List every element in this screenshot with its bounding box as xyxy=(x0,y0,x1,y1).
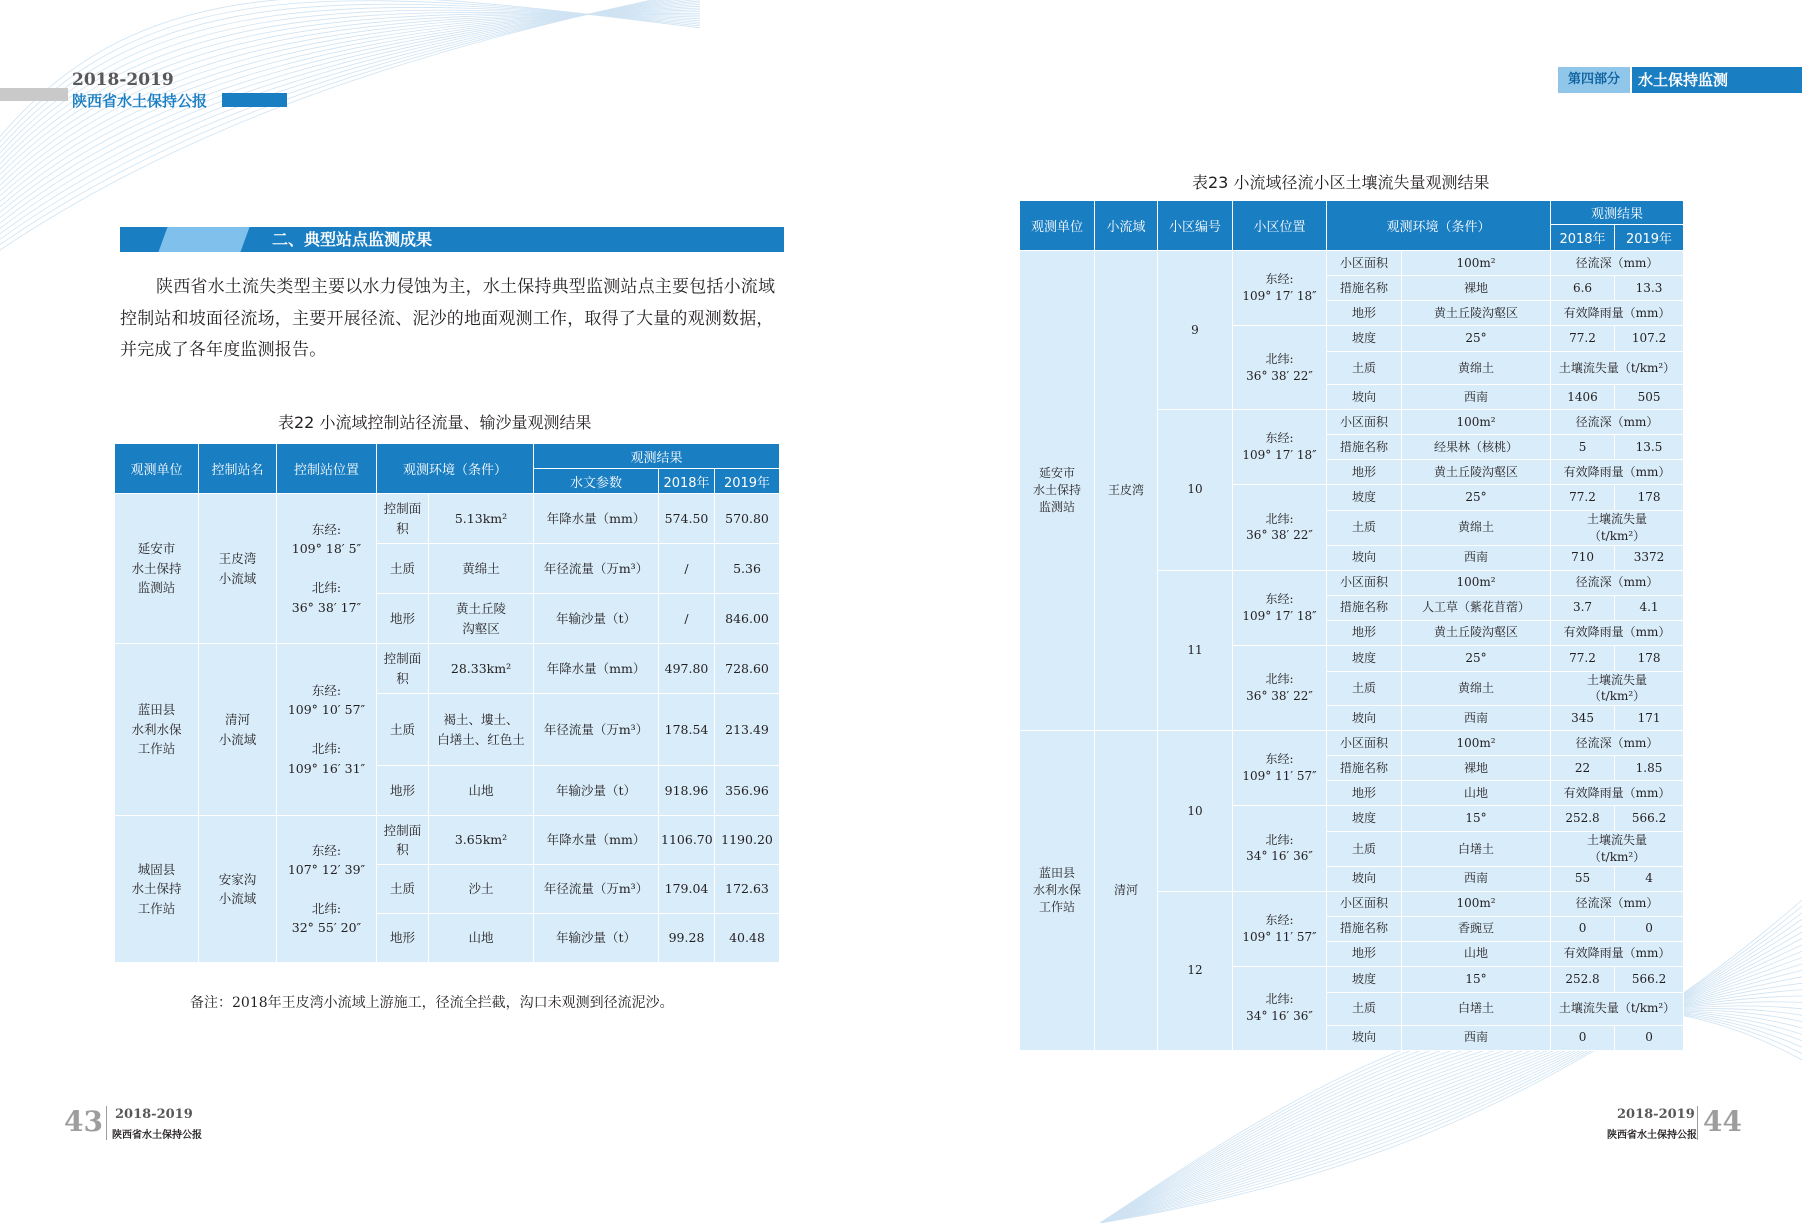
env-label: 地形 xyxy=(1327,941,1402,966)
value-2019: 178 xyxy=(1615,485,1684,511)
env-value: 黄土丘陵沟壑区 xyxy=(1402,460,1551,485)
t23-header-results: 观测结果 xyxy=(1551,201,1684,225)
t22-header-results: 观测结果 xyxy=(534,444,780,469)
env-value: 西南 xyxy=(1402,385,1551,410)
env-label: 土质 xyxy=(1327,352,1402,385)
result-metric: 有效降雨量（mm） xyxy=(1551,301,1684,326)
value-2019: 1.85 xyxy=(1615,756,1684,781)
env-label: 土质 xyxy=(377,865,429,914)
env-label: 措施名称 xyxy=(1327,276,1402,301)
station-location: 东经: 109° 10′ 57″ 北纬: 109° 16′ 31″ xyxy=(277,644,377,816)
value-2018: 345 xyxy=(1551,706,1615,731)
hydro-param: 年径流量（万m³） xyxy=(534,694,659,766)
value-2018: 252.8 xyxy=(1551,806,1615,832)
plot-number: 10 xyxy=(1158,410,1233,571)
plot-number: 9 xyxy=(1158,251,1233,410)
env-value: 褐土、塿土、 白墡土、红色土 xyxy=(429,694,534,766)
value-2019: 107.2 xyxy=(1615,326,1684,352)
value-2019: 1190.20 xyxy=(715,816,780,865)
observation-unit: 蓝田县 水利水保 工作站 xyxy=(1020,731,1095,1051)
t22-header-2019: 2019年 xyxy=(715,469,780,494)
wave-line xyxy=(0,0,700,234)
env-value: 25° xyxy=(1402,485,1551,511)
value-2018: / xyxy=(659,594,715,644)
env-label: 土质 xyxy=(377,544,429,594)
env-label: 坡向 xyxy=(1327,545,1402,570)
env-value: 沙土 xyxy=(429,865,534,914)
env-label: 措施名称 xyxy=(1327,435,1402,460)
plot-latitude: 北纬: 34° 16′ 36″ xyxy=(1233,806,1327,892)
value-2018: 77.2 xyxy=(1551,645,1615,671)
result-metric: 土壤流失量 （t/km²） xyxy=(1551,832,1684,867)
env-value: 山地 xyxy=(429,914,534,963)
part-label: 第四部分 xyxy=(1558,67,1630,93)
header-year: 2018-2019 xyxy=(72,70,174,90)
value-2018: 5 xyxy=(1551,435,1615,460)
env-value: 黄绵土 xyxy=(1402,671,1551,706)
value-2018: 178.54 xyxy=(659,694,715,766)
t22-header-env: 观测环境（条件） xyxy=(377,444,534,494)
env-label: 坡向 xyxy=(1327,1025,1402,1050)
wave-line xyxy=(0,0,700,245)
left-footer-title: 陕西省水土保持公报 xyxy=(112,1130,202,1141)
value-2019: 0 xyxy=(1615,916,1684,941)
env-label: 土质 xyxy=(1327,832,1402,867)
env-label: 土质 xyxy=(377,694,429,766)
env-label: 小区面积 xyxy=(1327,891,1402,916)
env-label: 土质 xyxy=(1327,992,1402,1025)
plot-latitude: 北纬: 34° 16′ 36″ xyxy=(1233,966,1327,1050)
result-metric: 径流深（mm） xyxy=(1551,891,1684,916)
env-value: 25° xyxy=(1402,645,1551,671)
table22-caption: 表22 小流域控制站径流量、输沙量观测结果 xyxy=(278,413,592,432)
plot-number: 12 xyxy=(1158,891,1233,1050)
result-metric: 有效降雨量（mm） xyxy=(1551,460,1684,485)
t22-header-station: 控制站名 xyxy=(199,444,277,494)
t23-header-2019: 2019年 xyxy=(1615,225,1684,251)
env-value: 100m² xyxy=(1402,570,1551,595)
section-heading-accent xyxy=(158,227,249,252)
value-2019: 13.3 xyxy=(1615,276,1684,301)
header-grey-bar xyxy=(0,88,68,101)
env-value: 100m² xyxy=(1402,891,1551,916)
right-footer-year: 2018-2019 xyxy=(1617,1107,1695,1122)
env-label: 坡度 xyxy=(1327,645,1402,671)
table-row xyxy=(115,816,780,865)
env-value: 裸地 xyxy=(1402,276,1551,301)
value-2019: 4 xyxy=(1615,866,1684,891)
value-2019: 5.36 xyxy=(715,544,780,594)
env-label: 地形 xyxy=(1327,301,1402,326)
env-label: 地形 xyxy=(1327,620,1402,645)
part-title: 水土保持监测 xyxy=(1632,67,1802,93)
station-name: 王皮湾 小流域 xyxy=(199,494,277,644)
result-metric: 土壤流失量 （t/km²） xyxy=(1551,511,1684,546)
env-value: 西南 xyxy=(1402,866,1551,891)
env-value: 黄土丘陵沟壑区 xyxy=(1402,301,1551,326)
table23 xyxy=(1019,200,1684,1051)
env-label: 坡度 xyxy=(1327,485,1402,511)
observation-unit: 城固县 水土保持 工作站 xyxy=(115,816,199,963)
env-value: 100m² xyxy=(1402,731,1551,756)
env-value: 黄绵土 xyxy=(1402,352,1551,385)
env-value: 15° xyxy=(1402,806,1551,832)
value-2019: 356.96 xyxy=(715,766,780,816)
result-metric: 径流深（mm） xyxy=(1551,731,1684,756)
section-title: 二、典型站点监测成果 xyxy=(272,230,433,249)
table22 xyxy=(114,443,780,963)
value-2019: 728.60 xyxy=(715,644,780,694)
env-label: 小区面积 xyxy=(1327,251,1402,276)
table-row xyxy=(1020,251,1684,276)
right-page-number: 44 xyxy=(1703,1105,1742,1138)
plot-longitude: 东经: 109° 11′ 57″ xyxy=(1233,731,1327,806)
right-footer-rule xyxy=(1697,1106,1698,1140)
t23-header-plot-no: 小区编号 xyxy=(1158,201,1233,251)
result-metric: 土壤流失量（t/km²） xyxy=(1551,992,1684,1025)
env-label: 地形 xyxy=(377,594,429,644)
env-value: 山地 xyxy=(429,766,534,816)
env-label: 措施名称 xyxy=(1327,595,1402,620)
value-2018: 77.2 xyxy=(1551,485,1615,511)
t23-header-unit: 观测单位 xyxy=(1020,201,1095,251)
t23-header-watershed: 小流域 xyxy=(1095,201,1158,251)
value-2019: 570.80 xyxy=(715,494,780,544)
result-metric: 土壤流失量 （t/km²） xyxy=(1551,671,1684,706)
env-value: 西南 xyxy=(1402,706,1551,731)
value-2018: 1106.70 xyxy=(659,816,715,865)
env-label: 土质 xyxy=(1327,671,1402,706)
left-footer-rule xyxy=(106,1106,107,1140)
plot-longitude: 东经: 109° 17′ 18″ xyxy=(1233,570,1327,645)
station-location: 东经: 109° 18′ 5″ 北纬: 36° 38′ 17″ xyxy=(277,494,377,644)
plot-latitude: 北纬: 36° 38′ 22″ xyxy=(1233,326,1327,410)
env-label: 坡向 xyxy=(1327,706,1402,731)
env-value: 西南 xyxy=(1402,1025,1551,1050)
t23-header-env: 观测环境（条件） xyxy=(1327,201,1551,251)
t22-header-param: 水文参数 xyxy=(534,469,659,494)
env-value: 经果林（核桃） xyxy=(1402,435,1551,460)
result-metric: 有效降雨量（mm） xyxy=(1551,781,1684,806)
env-value: 25° xyxy=(1402,326,1551,352)
table-row xyxy=(115,644,780,694)
observation-unit: 延安市 水土保持 监测站 xyxy=(115,494,199,644)
t23-header-2018: 2018年 xyxy=(1551,225,1615,251)
left-footer-year: 2018-2019 xyxy=(115,1107,193,1122)
plot-longitude: 东经: 109° 17′ 18″ xyxy=(1233,251,1327,326)
table22-note: 备注：2018年王皮湾小流域上游施工，径流全拦截，沟口未观测到径流泥沙。 xyxy=(190,995,674,1011)
value-2019: 566.2 xyxy=(1615,806,1684,832)
t22-header-unit: 观测单位 xyxy=(115,444,199,494)
plot-number: 10 xyxy=(1158,731,1233,892)
value-2019: 178 xyxy=(1615,645,1684,671)
left-page-number: 43 xyxy=(64,1105,103,1138)
header-blue-bar xyxy=(222,93,287,107)
env-value: 山地 xyxy=(1402,781,1551,806)
env-label: 控制面积 xyxy=(377,644,429,694)
env-label: 坡向 xyxy=(1327,385,1402,410)
value-2018: 1406 xyxy=(1551,385,1615,410)
env-label: 地形 xyxy=(1327,460,1402,485)
value-2019: 846.00 xyxy=(715,594,780,644)
env-label: 地形 xyxy=(377,914,429,963)
value-2018: 710 xyxy=(1551,545,1615,570)
value-2018: 77.2 xyxy=(1551,326,1615,352)
env-label: 地形 xyxy=(377,766,429,816)
value-2019: 4.1 xyxy=(1615,595,1684,620)
table-row xyxy=(1020,731,1684,756)
value-2019: 171 xyxy=(1615,706,1684,731)
env-label: 小区面积 xyxy=(1327,410,1402,435)
right-footer-title: 陕西省水土保持公报 xyxy=(1607,1130,1697,1141)
env-value: 山地 xyxy=(1402,941,1551,966)
value-2019: 40.48 xyxy=(715,914,780,963)
env-label: 小区面积 xyxy=(1327,731,1402,756)
t22-header-2018: 2018年 xyxy=(659,469,715,494)
env-value: 黄绵土 xyxy=(1402,511,1551,546)
value-2018: 3.7 xyxy=(1551,595,1615,620)
station-name: 清河 小流域 xyxy=(199,644,277,816)
result-metric: 土壤流失量（t/km²） xyxy=(1551,352,1684,385)
value-2018: 252.8 xyxy=(1551,966,1615,992)
value-2019: 505 xyxy=(1615,385,1684,410)
env-label: 坡度 xyxy=(1327,966,1402,992)
env-label: 措施名称 xyxy=(1327,756,1402,781)
env-value: 黄绵土 xyxy=(429,544,534,594)
result-metric: 径流深（mm） xyxy=(1551,570,1684,595)
env-label: 土质 xyxy=(1327,511,1402,546)
hydro-param: 年输沙量（t） xyxy=(534,766,659,816)
env-label: 坡向 xyxy=(1327,866,1402,891)
wave-line xyxy=(0,0,700,239)
value-2018: 0 xyxy=(1551,916,1615,941)
result-metric: 有效降雨量（mm） xyxy=(1551,941,1684,966)
value-2018: 6.6 xyxy=(1551,276,1615,301)
env-value: 15° xyxy=(1402,966,1551,992)
hydro-param: 年降水量（mm） xyxy=(534,494,659,544)
env-value: 黄土丘陵 沟壑区 xyxy=(429,594,534,644)
observation-unit: 延安市 水土保持 监测站 xyxy=(1020,251,1095,731)
value-2018: 574.50 xyxy=(659,494,715,544)
value-2019: 172.63 xyxy=(715,865,780,914)
value-2019: 13.5 xyxy=(1615,435,1684,460)
hydro-param: 年输沙量（t） xyxy=(534,594,659,644)
env-value: 裸地 xyxy=(1402,756,1551,781)
value-2018: 179.04 xyxy=(659,865,715,914)
value-2019: 0 xyxy=(1615,1025,1684,1050)
observation-unit: 蓝田县 水利水保 工作站 xyxy=(115,644,199,816)
env-value: 5.13km² xyxy=(429,494,534,544)
value-2018: 918.96 xyxy=(659,766,715,816)
value-2019: 3372 xyxy=(1615,545,1684,570)
header-report-title: 陕西省水土保持公报 xyxy=(72,92,208,110)
t23-header-plot-loc: 小区位置 xyxy=(1233,201,1327,251)
plot-longitude: 东经: 109° 11′ 57″ xyxy=(1233,891,1327,966)
intro-paragraph: 陕西省水土流失类型主要以水力侵蚀为主，水土保持典型监测站点主要包括小流域控制站和坡面径流场，主要开展径流、泥沙的地面观测工作，取得了大量的观测数据，并完成了各年度监测报告。 xyxy=(120,277,776,360)
value-2018: 99.28 xyxy=(659,914,715,963)
hydro-param: 年降水量（mm） xyxy=(534,644,659,694)
result-metric: 径流深（mm） xyxy=(1551,251,1684,276)
env-label: 控制面积 xyxy=(377,816,429,865)
value-2019: 566.2 xyxy=(1615,966,1684,992)
value-2019: 213.49 xyxy=(715,694,780,766)
env-label: 小区面积 xyxy=(1327,570,1402,595)
env-value: 3.65km² xyxy=(429,816,534,865)
env-value: 人工草（紫花苜蓿） xyxy=(1402,595,1551,620)
table23-caption: 表23 小流域径流小区土壤流失量观测结果 xyxy=(1192,173,1490,192)
table-row xyxy=(115,494,780,544)
result-metric: 径流深（mm） xyxy=(1551,410,1684,435)
value-2018: 0 xyxy=(1551,1025,1615,1050)
hydro-param: 年径流量（万m³） xyxy=(534,865,659,914)
value-2018: / xyxy=(659,544,715,594)
result-metric: 有效降雨量（mm） xyxy=(1551,620,1684,645)
station-location: 东经: 107° 12′ 39″ 北纬: 32° 55′ 20″ xyxy=(277,816,377,963)
env-value: 100m² xyxy=(1402,410,1551,435)
env-label: 坡度 xyxy=(1327,326,1402,352)
plot-latitude: 北纬: 36° 38′ 22″ xyxy=(1233,485,1327,571)
plot-longitude: 东经: 109° 17′ 18″ xyxy=(1233,410,1327,485)
station-name: 安家沟 小流域 xyxy=(199,816,277,963)
env-value: 28.33km² xyxy=(429,644,534,694)
env-label: 坡度 xyxy=(1327,806,1402,832)
env-value: 香豌豆 xyxy=(1402,916,1551,941)
hydro-param: 年输沙量（t） xyxy=(534,914,659,963)
env-value: 100m² xyxy=(1402,251,1551,276)
env-label: 措施名称 xyxy=(1327,916,1402,941)
value-2018: 55 xyxy=(1551,866,1615,891)
env-value: 白墡土 xyxy=(1402,992,1551,1025)
watershed-name: 王皮湾 xyxy=(1095,251,1158,731)
plot-latitude: 北纬: 36° 38′ 22″ xyxy=(1233,645,1327,731)
value-2018: 497.80 xyxy=(659,644,715,694)
hydro-param: 年径流量（万m³） xyxy=(534,544,659,594)
plot-number: 11 xyxy=(1158,570,1233,731)
env-label: 地形 xyxy=(1327,781,1402,806)
hydro-param: 年降水量（mm） xyxy=(534,816,659,865)
value-2018: 22 xyxy=(1551,756,1615,781)
env-label: 控制面积 xyxy=(377,494,429,544)
t22-header-location: 控制站位置 xyxy=(277,444,377,494)
env-value: 黄土丘陵沟壑区 xyxy=(1402,620,1551,645)
watershed-name: 清河 xyxy=(1095,731,1158,1051)
env-value: 西南 xyxy=(1402,545,1551,570)
env-value: 白墡土 xyxy=(1402,832,1551,867)
